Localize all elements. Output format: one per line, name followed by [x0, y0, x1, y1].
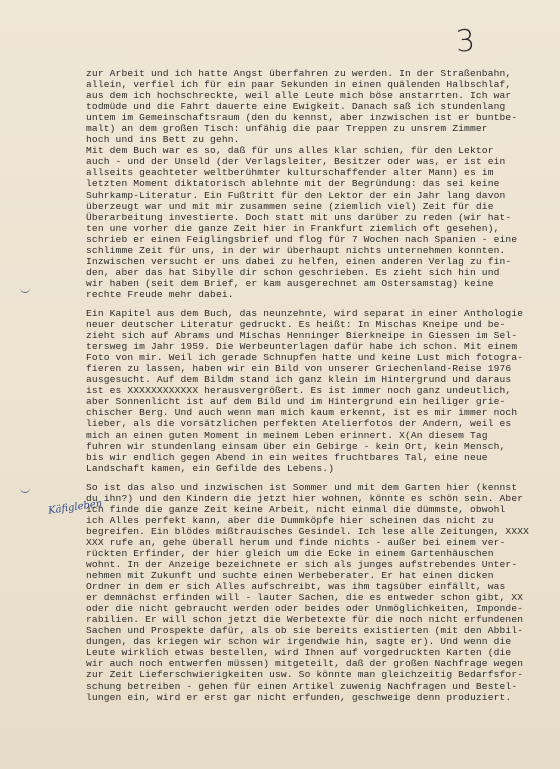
- text-line: aus dem ich hochschreckte, weil alle Leute mich böse anstarrten. Ich war: [86, 90, 512, 102]
- text-line: Foto von mir. Weil ich gerade Schnupfen hatte und keine Lust mich fotogra-: [86, 352, 524, 364]
- text-line: chischer Berg. Und auch wenn man mich kaum erkennt, ist es mir immer noch: [86, 407, 518, 419]
- punch-hole-mark: [20, 286, 30, 293]
- text-line: mich an einen guten Moment in meinem Leben erinnert. X(An diesem Tag: [86, 429, 488, 441]
- text-line: ten une vorher die ganze Zeit hier in Frankfurt ziemlich oft gesehen),: [86, 222, 500, 234]
- text-line: wir haben (seit dem Brief, er kam ausgerechnet am Ostersamstag) keine: [86, 277, 494, 289]
- text-line: Ein Kapitel aus dem Buch, das neunzehnte, wird separat in einer Anthologie: [86, 307, 524, 319]
- text-line: allseits geachteter weltberühmter kulturschaffender alter Mann) es im: [86, 167, 494, 179]
- text-line: Suhrkamp-Literatur. Ein Fußtritt für den Lektor der ein Jahr lang davon: [86, 189, 506, 201]
- text-line: dungen, das kriegen wir schon wir irgendwie hin, sagte er). Und wenn die: [86, 636, 512, 648]
- text-line: ist es XXXXXXXXXXXX herausvergrößert. Es ist immer noch ganz undeutlich,: [86, 385, 512, 397]
- text-line: fuhren wir stundenlang einsam über ein Gebirge - kein Ort, kein Mensch,: [86, 440, 506, 452]
- paragraph: [86, 68, 538, 300]
- text-line: Überarbeitung investierte. Doch statt mit uns darüber zu reden (wir hat-: [86, 211, 512, 223]
- text-line: rabilien. Er will schon jetzt die Werbetexte für die noch nicht erfundenen: [86, 614, 524, 626]
- text-line: überzeugt war und mit mir zusammen seine (ziemlich viel) Zeit für die: [86, 200, 494, 212]
- text-line: rückten Erfinder, der hier gleich um die Ecke in einem Gartenhäuschen: [86, 547, 494, 559]
- punch-hole-mark: [20, 486, 30, 493]
- text-line: den, aber das hat Sibylle dir schon geschrieben. Es zieht sich hin und: [86, 266, 500, 278]
- text-line: lungen ein, wird er erst gar nicht erfunden, geschweige denn produziert.: [86, 691, 512, 703]
- text-line: wir auch noch entwerfen müssen) mitgeteilt, daß der großen Nachfrage wegen: [86, 658, 524, 670]
- paragraph: [86, 308, 538, 474]
- text-line: rechte Freude mehr dabei.: [86, 288, 234, 300]
- text-line: letzten Moment diktatorisch ablehnte mit der Begründung: das sei keine: [86, 178, 500, 190]
- page-number: 3: [454, 23, 477, 60]
- text-line: todmüde und die Fahrt dauerte eine Ewigkeit. Danach saß ich stundenlang: [86, 101, 506, 113]
- text-line: fieren zu lassen, haben wir ein Bild von unserer Griechenland-Reise 1976: [86, 363, 512, 375]
- text-line: aber Sonnenlicht ist auf dem Bild und im Hintergrund ein heiliger grie-: [86, 396, 506, 408]
- paragraph: [86, 482, 538, 703]
- text-line: neuer deutscher Literatur gedruckt. Es heißt: In Mischas Kneipe und be-: [86, 319, 506, 331]
- paragraph-gap: [86, 300, 538, 308]
- text-line: lieber, als die vorsätzlichen perfekten Atelierfotos der Andern, weil es: [86, 418, 512, 430]
- margin-handwritten-note: Käfigleben: [47, 498, 103, 517]
- text-line: bis wir endlich gegen Abend in ein weites fruchtbares Tal, eine neue: [86, 451, 488, 463]
- text-line: Mit dem Buch war es so, daß für uns alles klar schien, für den Lektor: [86, 145, 494, 157]
- text-line: So ist das also und inzwischen ist Sommer und mit dem Garten hier (kennst: [86, 481, 518, 493]
- text-line: allein, verfiel ich für ein paar Sekunden in einen quälenden Halbschlaf,: [86, 79, 512, 91]
- text-line: er demnächst erfinden will - lauter Sachen, die es entweder schon gibt, XX: [86, 592, 524, 604]
- text-line: oder die nicht gebraucht werden oder beides oder Unmöglichkeiten, Imponde-: [86, 603, 524, 615]
- text-line: Sachen und Prospekte dafür, als ob sie bereits existierten (mit den Abbil-: [86, 625, 524, 637]
- paragraph-gap: [86, 474, 538, 482]
- text-line: begreifen. Ein blödes mißtrauisches Gesindel. Ich lese alle Zeitungen, XXXX: [86, 525, 530, 537]
- text-line: zur Zeit Lieferschwierigkeiten usw. So könnte man gleichzeitig Bedarfsfor-: [86, 669, 524, 681]
- text-line: nehmen mit Zukunft und suchte einen Werbeberater. Er hat einen dicken: [86, 570, 494, 582]
- text-line: malt) an dem großen Tisch: unfähig die paar Treppen zu unsrem Zimmer: [86, 123, 488, 135]
- text-line: schung betreiben - gehen für einen Artikel zuwenig Nachfragen und Bestel-: [86, 680, 518, 692]
- text-line: schrieb er einen Feiglingsbrief und flog für 7 Wochen nach Spanien - eine: [86, 233, 518, 245]
- text-line: Landschaft kamen, ein Gefilde des Lebens.): [86, 462, 335, 474]
- letter-body: [86, 68, 538, 703]
- text-line: zur Arbeit und ich hatte Angst überfahren zu werden. In der Straßenbahn,: [86, 68, 512, 79]
- text-line: hoch und ins Bett zu gehn.: [86, 134, 240, 146]
- text-line: Leute wirklich etwas bestellen, wird Ihnen auf vorgedruckten Karten (die: [86, 647, 512, 659]
- text-line: untem im Gemeinschaftsraum (den du kennst, aber inzwischen ist er buntbe-: [86, 112, 518, 124]
- text-line: ich finde die ganze Zeit keine Arbeit, nicht einmal die dümmste, obwohl: [86, 503, 506, 515]
- text-line: ich Alles perfekt kann, aber die Dummköpfe hier scheinen das nicht zu: [86, 514, 494, 526]
- text-line: auch - und der Unseld (der Verlagsleiter, Besitzer oder was, er ist ein: [86, 156, 506, 168]
- text-line: ausgesucht. Auf dem Bildm stand ich ganz klein im Hintergrund und daraus: [86, 374, 512, 386]
- text-line: du ihn?) und den Kindern die jetzt hier wohnen, könnte es schön sein. Aber: [86, 492, 524, 504]
- text-line: Ordner in dem er sich Alles aufschreibt, was ihm tagsüber einfällt, was: [86, 581, 506, 593]
- text-line: wohnt. In der Anzeige bezeichnete er sich als junges aufstrebendes Unter-: [86, 559, 518, 571]
- text-line: Inzwischen versucht er uns dabei zu helfen, einen anderen Verlag zu fin-: [86, 255, 512, 267]
- text-line: tersweg im Jahr 1959. Die Werbeunterlagen dafür habe ich schon. Mit einem: [86, 341, 518, 353]
- text-line: schlimme Zeit für uns, in der wir überhaupt nichts unternehmen konnten.: [86, 244, 506, 256]
- text-line: zieht sich auf Abrams und Mischas Henninger Bierkneipe in Giessen im Sel-: [86, 330, 518, 342]
- text-line: XXX rufe an, gehe überall herum und finde nichts - außer bei einem ver-: [86, 536, 506, 548]
